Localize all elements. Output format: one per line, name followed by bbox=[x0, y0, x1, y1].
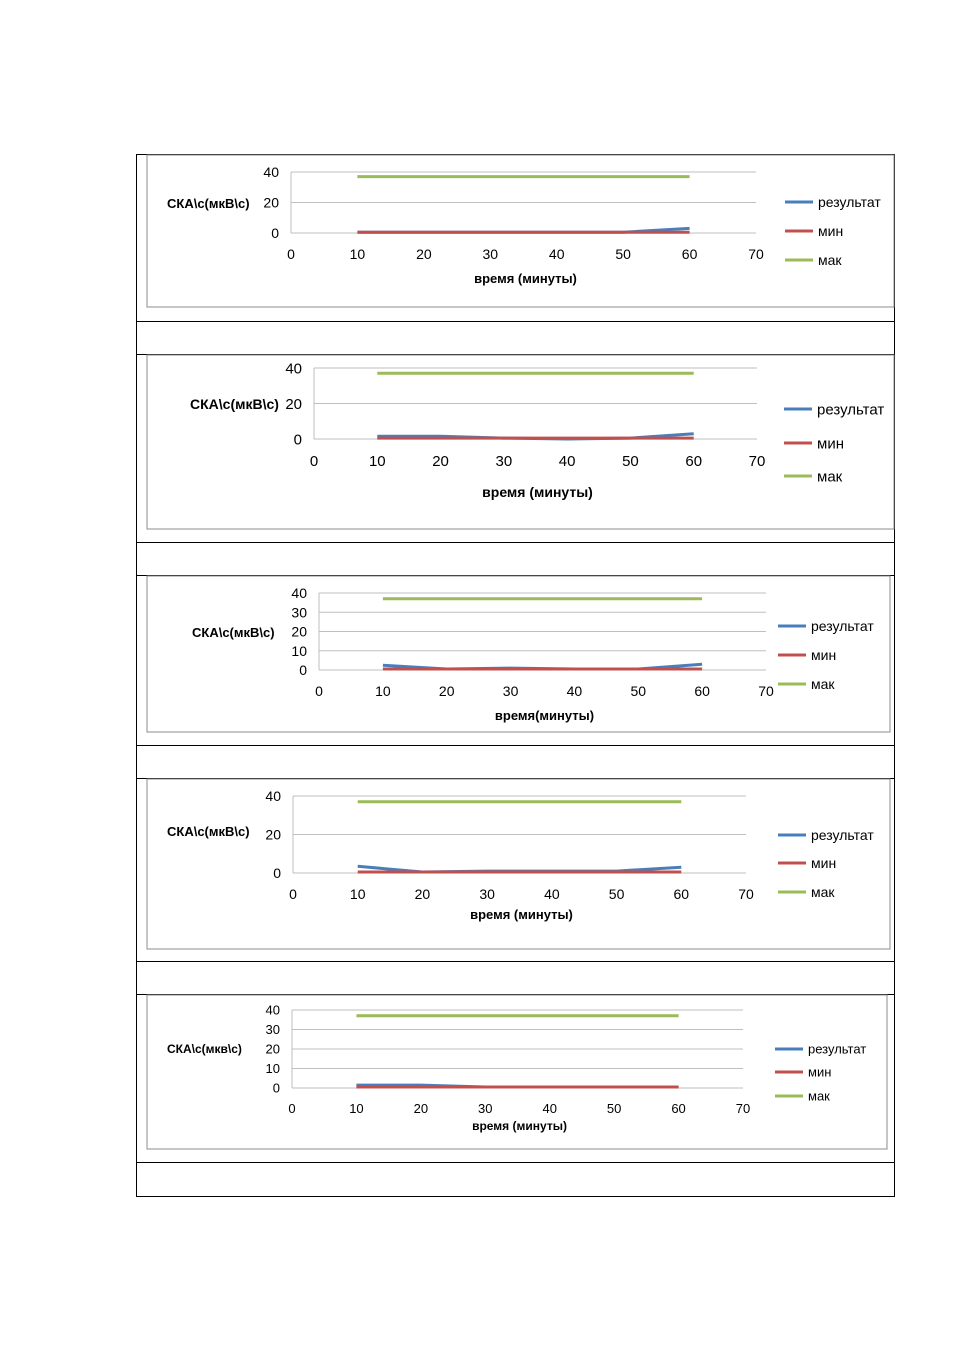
y-tick-label: 0 bbox=[293, 431, 302, 449]
x-axis-title: время (минуты) bbox=[482, 484, 593, 500]
x-tick-label: 50 bbox=[622, 453, 639, 470]
y-tick-label: 0 bbox=[272, 1080, 280, 1096]
legend-label-min: мин bbox=[818, 223, 844, 240]
x-tick-label: 0 bbox=[309, 453, 319, 470]
legend-label-max: мак bbox=[818, 252, 842, 269]
y-axis-title: СКА\с(мкв\с) bbox=[167, 1042, 242, 1056]
x-tick-label: 20 bbox=[416, 246, 432, 262]
x-tick-label: 40 bbox=[548, 246, 565, 262]
x-axis-title: время (минуты) bbox=[470, 907, 573, 922]
x-tick-label: 70 bbox=[748, 246, 764, 262]
y-tick-label: 10 bbox=[291, 642, 307, 659]
y-tick-label: 0 bbox=[273, 865, 281, 882]
y-tick-label: 20 bbox=[263, 194, 279, 211]
chart-cell-5 bbox=[137, 995, 894, 1163]
legend-label-result: результат bbox=[818, 194, 881, 211]
x-tick-label: 10 bbox=[349, 246, 366, 262]
x-tick-label: 40 bbox=[544, 886, 560, 902]
y-tick-label: 40 bbox=[291, 585, 307, 602]
chart-5 bbox=[137, 995, 894, 1162]
legend-label-min: мин bbox=[811, 855, 837, 872]
chart-4 bbox=[137, 779, 894, 961]
legend-label-max: мак bbox=[811, 884, 835, 901]
y-axis-title: СКА\с(мкВ\с) bbox=[167, 824, 250, 839]
x-tick-label: 20 bbox=[432, 453, 449, 470]
x-tick-label: 50 bbox=[615, 246, 631, 262]
x-tick-label: 70 bbox=[748, 453, 766, 470]
chart-area-frame bbox=[147, 355, 894, 529]
legend-label-result: результат bbox=[811, 618, 874, 635]
x-tick-label: 10 bbox=[368, 453, 386, 470]
empty-row-1 bbox=[137, 322, 894, 355]
y-tick-label: 20 bbox=[265, 1041, 280, 1057]
y-axis-title: СКА\с(мкВ\с) bbox=[192, 625, 275, 640]
empty-row-4 bbox=[137, 962, 894, 995]
x-tick-label: 0 bbox=[287, 246, 295, 262]
x-tick-label: 20 bbox=[414, 886, 431, 902]
x-tick-label: 20 bbox=[413, 1101, 429, 1116]
x-tick-label: 40 bbox=[558, 453, 576, 470]
x-tick-label: 30 bbox=[502, 683, 519, 699]
legend-label-result: результат bbox=[817, 401, 885, 419]
legend-label-max: мак bbox=[808, 1088, 830, 1104]
x-tick-label: 0 bbox=[288, 1101, 296, 1116]
y-tick-label: 0 bbox=[299, 662, 307, 679]
x-tick-label: 50 bbox=[630, 683, 647, 699]
empty-row-3 bbox=[137, 746, 894, 779]
y-tick-label: 40 bbox=[285, 360, 302, 378]
chart-cell-3 bbox=[137, 576, 894, 746]
x-tick-label: 60 bbox=[694, 683, 710, 699]
empty-row-5 bbox=[137, 1163, 894, 1196]
legend-label-result: результат bbox=[808, 1041, 867, 1057]
y-tick-label: 20 bbox=[291, 623, 307, 640]
x-tick-label: 30 bbox=[482, 246, 499, 262]
legend-label-min: мин bbox=[808, 1064, 832, 1080]
y-tick-label: 20 bbox=[285, 395, 302, 413]
empty-row-2 bbox=[137, 543, 894, 576]
x-tick-label: 30 bbox=[479, 886, 495, 902]
x-tick-label: 50 bbox=[606, 1101, 622, 1116]
x-tick-label: 70 bbox=[738, 886, 754, 902]
x-tick-label: 60 bbox=[681, 246, 698, 262]
chart-1 bbox=[137, 155, 894, 321]
x-axis-title: время(минуты) bbox=[494, 708, 595, 723]
x-tick-label: 30 bbox=[495, 453, 513, 470]
x-tick-label: 30 bbox=[478, 1101, 493, 1116]
y-tick-label: 40 bbox=[265, 788, 281, 805]
x-tick-label: 10 bbox=[375, 683, 391, 699]
x-tick-label: 60 bbox=[673, 886, 690, 902]
y-axis-title: СКА\с(мкВ\с) bbox=[167, 196, 250, 211]
chart-cell-1 bbox=[137, 155, 894, 322]
x-tick-label: 50 bbox=[608, 886, 625, 902]
chart-cell-4 bbox=[137, 779, 894, 962]
y-tick-label: 30 bbox=[291, 604, 307, 621]
chart-2 bbox=[137, 355, 894, 542]
x-tick-label: 40 bbox=[566, 683, 583, 699]
x-tick-label: 70 bbox=[735, 1101, 751, 1116]
legend-label-min: мин bbox=[811, 647, 837, 664]
charts-table bbox=[136, 154, 895, 1197]
x-axis-title: время (минуты) bbox=[474, 271, 577, 286]
x-tick-label: 40 bbox=[542, 1101, 557, 1116]
x-tick-label: 20 bbox=[438, 683, 455, 699]
y-tick-label: 20 bbox=[265, 826, 281, 843]
chart-cell-2 bbox=[137, 355, 894, 543]
legend-label-min: мин bbox=[817, 435, 844, 453]
chart-3 bbox=[137, 576, 894, 745]
x-tick-label: 60 bbox=[671, 1101, 686, 1116]
x-tick-label: 10 bbox=[349, 1101, 364, 1116]
y-tick-label: 0 bbox=[271, 225, 279, 242]
y-tick-label: 40 bbox=[265, 1002, 280, 1018]
x-tick-label: 70 bbox=[758, 683, 774, 699]
legend-label-max: мак bbox=[811, 676, 835, 693]
y-tick-label: 30 bbox=[265, 1022, 280, 1038]
legend-label-result: результат bbox=[811, 827, 874, 844]
legend-label-max: мак bbox=[817, 468, 843, 486]
x-tick-label: 0 bbox=[315, 683, 323, 699]
y-axis-title: СКА\с(мкВ\с) bbox=[190, 396, 279, 412]
x-tick-label: 60 bbox=[685, 453, 703, 470]
x-tick-label: 0 bbox=[289, 886, 297, 902]
y-tick-label: 40 bbox=[263, 164, 279, 181]
x-axis-title: время (минуты) bbox=[472, 1119, 567, 1133]
y-tick-label: 10 bbox=[265, 1061, 280, 1077]
x-tick-label: 10 bbox=[349, 886, 366, 902]
